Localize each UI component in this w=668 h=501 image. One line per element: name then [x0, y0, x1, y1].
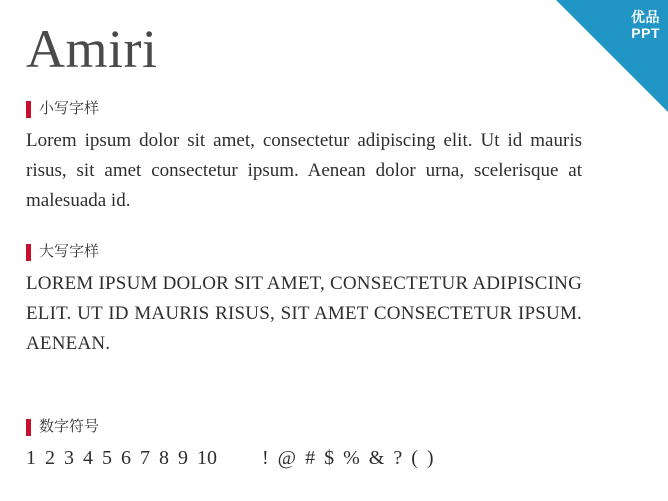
symbol-glyph: )	[426, 447, 434, 469]
symbol-glyph: @	[277, 447, 297, 469]
accent-bar-icon	[26, 244, 31, 261]
section-uppercase	[26, 243, 586, 359]
symbol-glyph: (	[411, 447, 418, 469]
symbol-glyph: ?	[393, 447, 403, 469]
digit-glyph: 7	[140, 447, 150, 469]
corner-ribbon-badge	[556, 0, 668, 112]
ribbon-label	[631, 9, 660, 41]
page-title: Amiri	[26, 19, 158, 79]
section-label: 大写字样	[39, 243, 100, 260]
symbol-glyph: %	[343, 447, 360, 469]
numbers-group	[26, 444, 226, 472]
digit-glyph: 2	[45, 447, 55, 469]
symbol-glyph: $	[324, 447, 335, 469]
digit-glyph: 1	[26, 447, 36, 469]
ribbon-label-line1: 优品	[631, 9, 660, 25]
symbol-glyph: #	[305, 447, 316, 469]
symbols-group	[262, 444, 443, 472]
digit-glyph: 5	[102, 447, 112, 469]
digit-glyph: 3	[64, 447, 74, 469]
section-heading-lowercase	[26, 100, 586, 118]
section-label: 数字符号	[39, 418, 100, 435]
digit-glyph: 4	[83, 447, 93, 469]
ribbon-triangle-shape	[556, 0, 668, 112]
symbol-glyph: !	[262, 447, 269, 469]
accent-bar-icon	[26, 419, 31, 436]
sample-text-lowercase: Lorem ipsum dolor sit amet, consectetur adipiscing elit. Ut id mauris risus, sit amet consectetur ipsum. Aenean dolor urna, scelerisque at malesuada id.	[26, 130, 582, 211]
glyph-row	[26, 444, 586, 472]
section-heading-digits	[26, 418, 586, 436]
section-label: 小写字样	[39, 100, 100, 117]
digit-glyph: 9	[178, 447, 188, 469]
accent-bar-icon	[26, 101, 31, 118]
digit-glyph: 10	[197, 447, 217, 469]
ribbon-label-line2: PPT	[631, 25, 660, 41]
digit-glyph: 6	[121, 447, 131, 469]
section-heading-uppercase	[26, 243, 586, 261]
section-lowercase	[26, 100, 586, 216]
digit-glyph: 8	[159, 447, 169, 469]
symbol-glyph: &	[368, 447, 385, 469]
section-digits-symbols	[26, 418, 586, 472]
sample-text-uppercase: LOREM IPSUM DOLOR SIT AMET, CONSECTETUR ADIPISCING ELIT. UT ID MAURIS RISUS, SIT AMET CONSECTETUR IPSUM. AENEAN.	[26, 273, 582, 354]
